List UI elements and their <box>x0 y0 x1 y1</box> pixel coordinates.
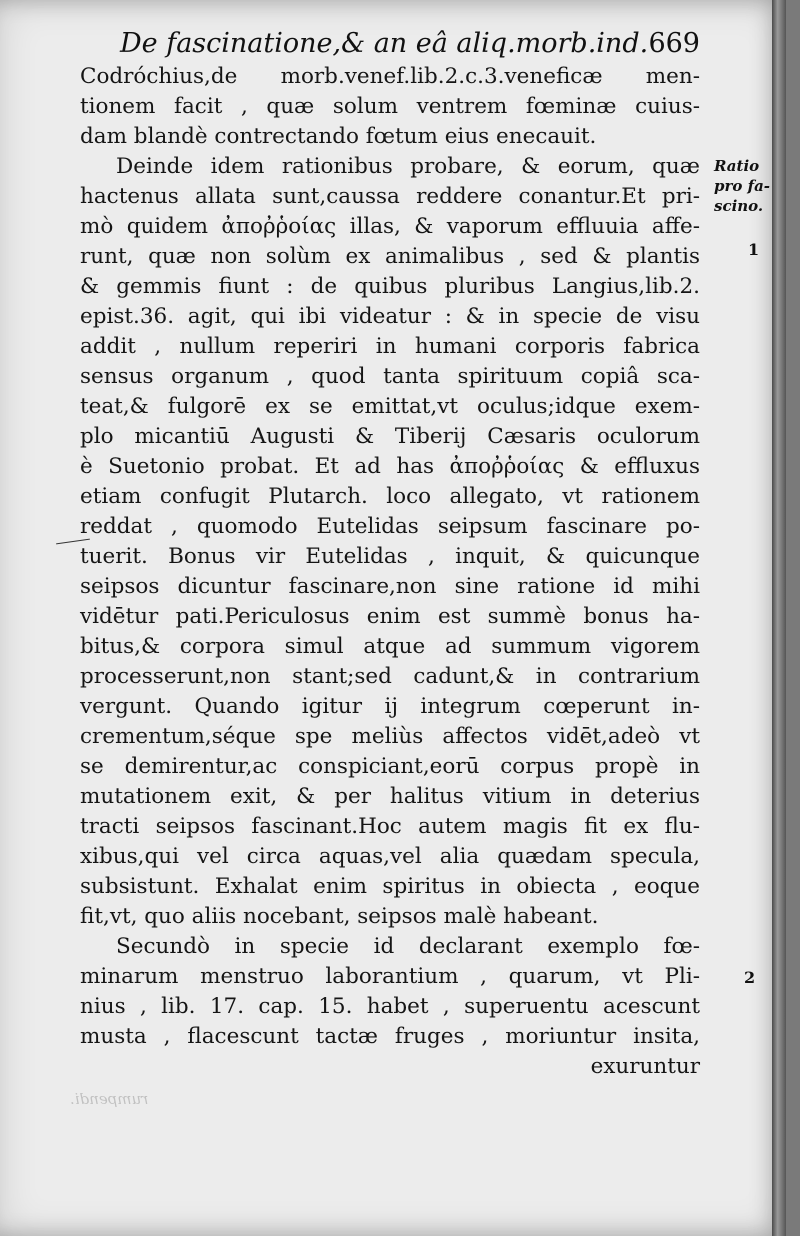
text-line: se demirentur,ac conspiciant,eorū corpus propè in <box>80 754 700 779</box>
text-line: plo micantiū Augusti & Tiberij Cæsaris oculorum <box>80 424 700 449</box>
margin-note <box>714 156 784 216</box>
text-line: dam blandè contrectando fœtum eius enecauit. <box>80 124 597 149</box>
text-line: sensus organum , quod tanta spirituum copiâ sca- <box>80 364 700 389</box>
text-line: subsistunt. Exhalat enim spiritus in obiecta , eoque <box>80 874 700 899</box>
text-line: mutationem exit, & per halitus vitium in deterius <box>80 784 700 809</box>
margin-note-line: Ratio <box>714 157 760 175</box>
running-title: De fascinatione,& an eâ aliq.morb.ind. <box>120 28 649 59</box>
text-line: reddat , quomodo Eutelidas seipsum fascinare po- <box>80 514 700 539</box>
text-line: Secundò in specie id declarant exemplo fœ- <box>116 934 700 959</box>
running-header <box>120 24 700 64</box>
page-number: 669 <box>648 28 700 59</box>
text-line: è Suetonio probat. Et ad has ἀποῤῥοίας & effluxus <box>80 454 700 479</box>
text-line: musta , flacescunt tactæ fruges , moriuntur insita, <box>80 1024 700 1049</box>
text-line: xibus,qui vel circa aquas,vel alia quædam specula, <box>80 844 700 869</box>
text-line: processerunt,non stant;sed cadunt,& in contrarium <box>80 664 700 689</box>
bleed-through-text: rumpendi. <box>70 1090 149 1108</box>
text-line: bitus,& corpora simul atque ad summum vigorem <box>80 634 700 659</box>
text-line: mò quidem ἀποῤῥοίας illas, & vaporum effluuia affe- <box>80 214 700 239</box>
text-line: runt, quæ non solùm ex animalibus , sed & plantis <box>80 244 700 269</box>
text-line: Deinde idem rationibus probare, & eorum, quæ <box>116 154 700 179</box>
text-line: fit,vt, quo aliis nocebant, seipsos malè habeant. <box>80 904 599 929</box>
text-line: hactenus allata sunt,caussa reddere conantur.Et pri- <box>80 184 700 209</box>
text-line: nius , lib. 17. cap. 15. habet , superuentu acescunt <box>80 994 700 1019</box>
text-line: epist.36. agit, qui ibi videatur : & in specie de visu <box>80 304 700 329</box>
text-line: teat,& fulgorē ex se emittat,vt oculus;idque exem- <box>80 394 700 419</box>
catchword: exuruntur <box>590 1054 700 1079</box>
text-line: seipsos dicuntur fascinare,non sine ratione id mihi <box>80 574 700 599</box>
main-text-block <box>80 62 700 1082</box>
margin-note-line: scino. <box>714 197 764 215</box>
margin-note-line: pro fa- <box>714 177 771 195</box>
text-line: tionem facit , quæ solum ventrem fœminæ cuius- <box>80 94 700 119</box>
text-line: & gemmis fiunt : de quibus pluribus Langius,lib.2. <box>80 274 700 299</box>
text-line: tuerit. Bonus vir Eutelidas , inquit, & quicunque <box>80 544 700 569</box>
margin-number-2: 2 <box>744 968 756 987</box>
text-line: Codróchius,de morb.venef.lib.2.c.3.veneficæ men- <box>80 64 700 89</box>
text-line: tracti seipsos fascinant.Hoc autem magis fit ex flu- <box>80 814 700 839</box>
margin-number-1: 1 <box>748 240 760 259</box>
text-line: vidētur pati.Periculosus enim est summè bonus ha- <box>80 604 700 629</box>
text-line: minarum menstruo laborantium , quarum, vt Pli- <box>80 964 700 989</box>
text-line: etiam confugit Plutarch. loco allegato, vt rationem <box>80 484 700 509</box>
text-line: vergunt. Quando igitur ij integrum cœperunt in- <box>80 694 700 719</box>
text-line: addit , nullum reperiri in humani corporis fabrica <box>80 334 700 359</box>
text-line: crementum,séque spe meliùs affectos vidēt,adeò vt <box>80 724 700 749</box>
